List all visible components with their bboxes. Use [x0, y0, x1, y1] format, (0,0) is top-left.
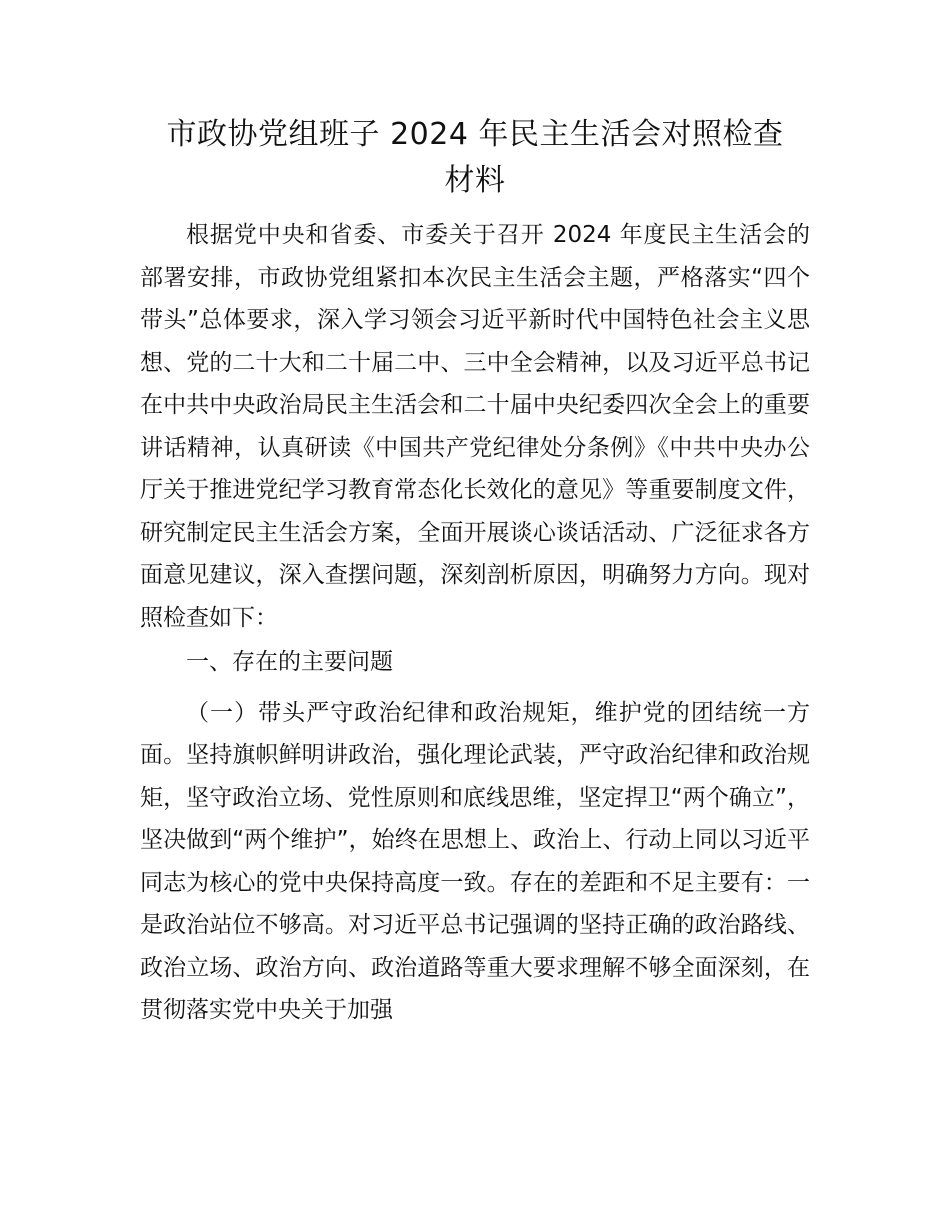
section-heading: 一、存在的主要问题 — [186, 649, 393, 675]
document-title — [140, 112, 810, 204]
subsection-paragraph: （一）带头严守政治纪律和政治规矩，维护党的团结统一方面。坚持旗帜鲜明讲政治，强化理论武装，严守政治纪律和政治规矩，坚守政治立场、党性原则和底线思维，坚定捍卫“两个确立”，坚决做到“两个维护”，始终在思想上、政治上、行动上同以习近平同志为核心的党中央保持高度一致。存在的差距和不足主要有：一是政治站位不够高。对习近平总书记强调的坚持正确的政治路线、政治立场、政治方向、政治道路等重大要求理解不够全面深刻，在贯彻落实党中央关于加强 — [140, 699, 810, 1023]
title-line-2: 材料 — [444, 163, 506, 198]
intro-paragraph: 根据党中央和省委、市委关于召开 2024 年度民主生活会的部署安排，市政协党组紧扣本次民主生活会主题，严格落实“四个带头”总体要求，深入学习领会习近平新时代中国特色社会主义思想、党的二十大和二十届二中、三中全会精神，以及习近平总书记在中共中央政治局民主生活会和二十届中央纪委四次全会上的重要讲话精神，认真研读《中国共产党纪律处分条例》《中共中央办公厅关于推进党纪学习教育常态化长效化的意见》等重要制度文件，研究制定民主生活会方案，全面开展谈心谈话活动、广泛征求各方面意见建议，深入查摆问题，深刻剖析原因，明确努力方向。现对照检查如下： — [140, 222, 810, 631]
document-body — [140, 214, 810, 1032]
title-line-1: 市政协党组班子 2024 年民主生活会对照检查 — [166, 117, 784, 152]
